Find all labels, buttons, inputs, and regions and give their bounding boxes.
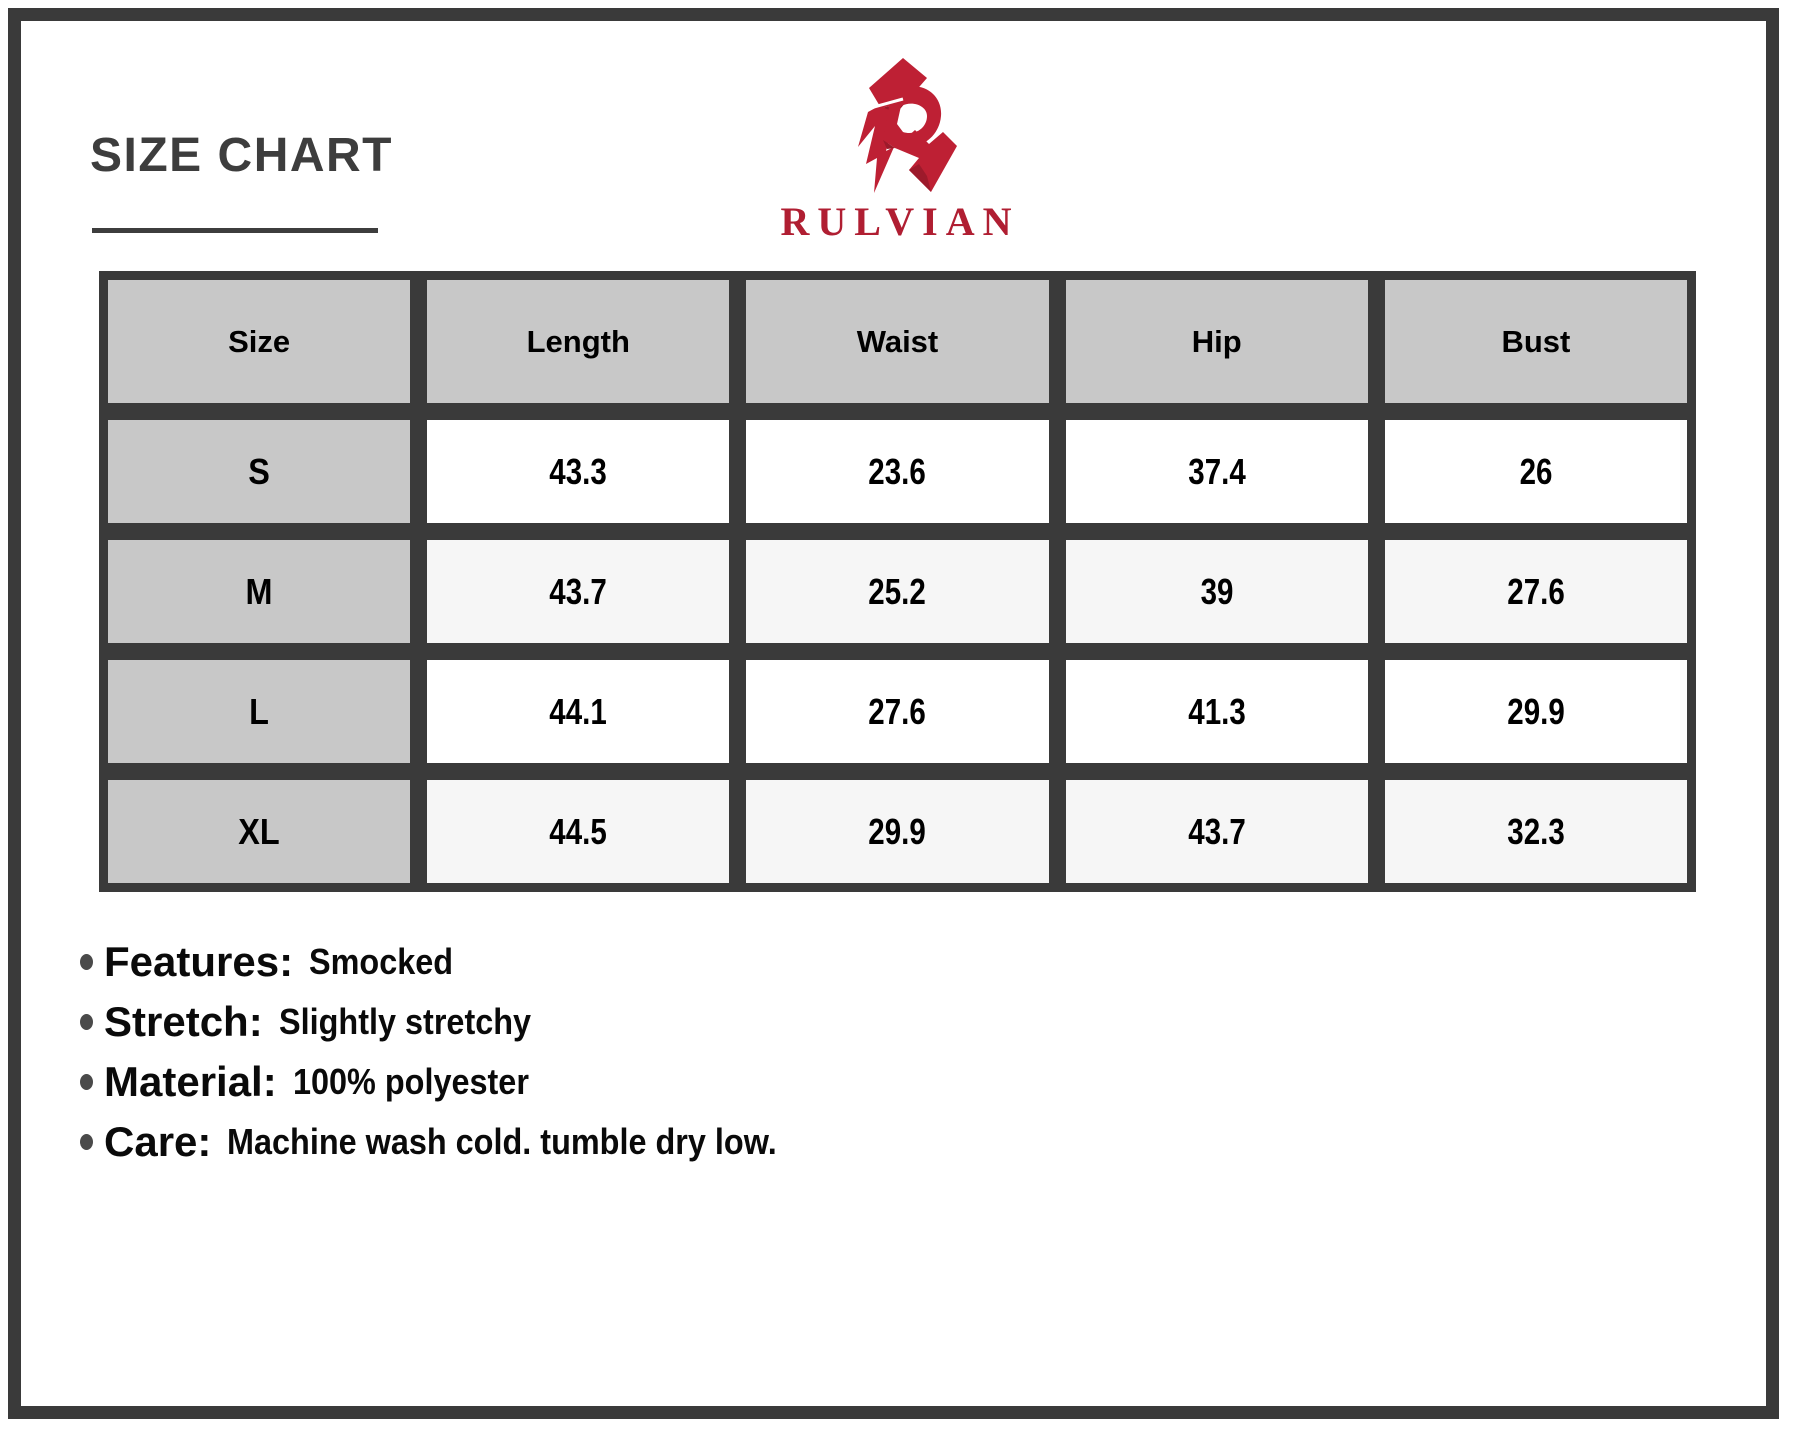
row-l-bust: 29.9 <box>1385 660 1687 763</box>
brand-logo-block <box>0 52 1800 245</box>
column-header-waist: Waist <box>746 280 1048 403</box>
detail-value: Smocked <box>309 941 454 982</box>
detail-value: Machine wash cold. tumble dry low. <box>227 1121 778 1162</box>
column-header-hip: Hip <box>1066 280 1368 403</box>
row-l-hip: 41.3 <box>1066 660 1368 763</box>
detail-label: Stretch: <box>104 998 263 1045</box>
row-m-length: 43.7 <box>427 540 729 643</box>
row-xl-bust: 32.3 <box>1385 780 1687 883</box>
row-s-size-label: S <box>108 420 410 523</box>
product-details-list <box>80 932 838 1172</box>
row-xl-waist: 29.9 <box>746 780 1048 883</box>
row-l-length: 44.1 <box>427 660 729 763</box>
row-m-bust: 27.6 <box>1385 540 1687 643</box>
detail-label: Material: <box>104 1058 277 1105</box>
detail-row-features <box>80 932 838 992</box>
page-title: SIZE CHART <box>90 129 393 182</box>
brand-name: RULVIAN <box>780 199 1020 244</box>
bullet-icon <box>80 1014 93 1030</box>
row-l-waist: 27.6 <box>746 660 1048 763</box>
detail-value: Slightly stretchy <box>278 1001 531 1042</box>
size-chart-table <box>99 271 1696 892</box>
detail-label: Features: <box>104 938 294 985</box>
row-m-waist: 25.2 <box>746 540 1048 643</box>
row-xl-size-label: XL <box>108 780 410 883</box>
row-m-size-label: M <box>108 540 410 643</box>
detail-label: Care: <box>104 1118 212 1165</box>
detail-row-material <box>80 1052 838 1112</box>
bullet-icon <box>80 1074 93 1090</box>
column-header-bust: Bust <box>1385 280 1687 403</box>
row-s-hip: 37.4 <box>1066 420 1368 523</box>
rulvian-r-monogram-icon <box>839 52 961 194</box>
row-s-length: 43.3 <box>427 420 729 523</box>
bullet-icon <box>80 954 93 970</box>
row-m-hip: 39 <box>1066 540 1368 643</box>
column-header-size: Size <box>108 280 410 403</box>
row-s-waist: 23.6 <box>746 420 1048 523</box>
row-l-size-label: L <box>108 660 410 763</box>
row-s-bust: 26 <box>1385 420 1687 523</box>
row-xl-length: 44.5 <box>427 780 729 883</box>
detail-row-stretch <box>80 992 838 1052</box>
detail-value: 100% polyester <box>292 1061 529 1102</box>
column-header-length: Length <box>427 280 729 403</box>
bullet-icon <box>80 1134 93 1150</box>
row-xl-hip: 43.7 <box>1066 780 1368 883</box>
detail-row-care <box>80 1112 838 1172</box>
